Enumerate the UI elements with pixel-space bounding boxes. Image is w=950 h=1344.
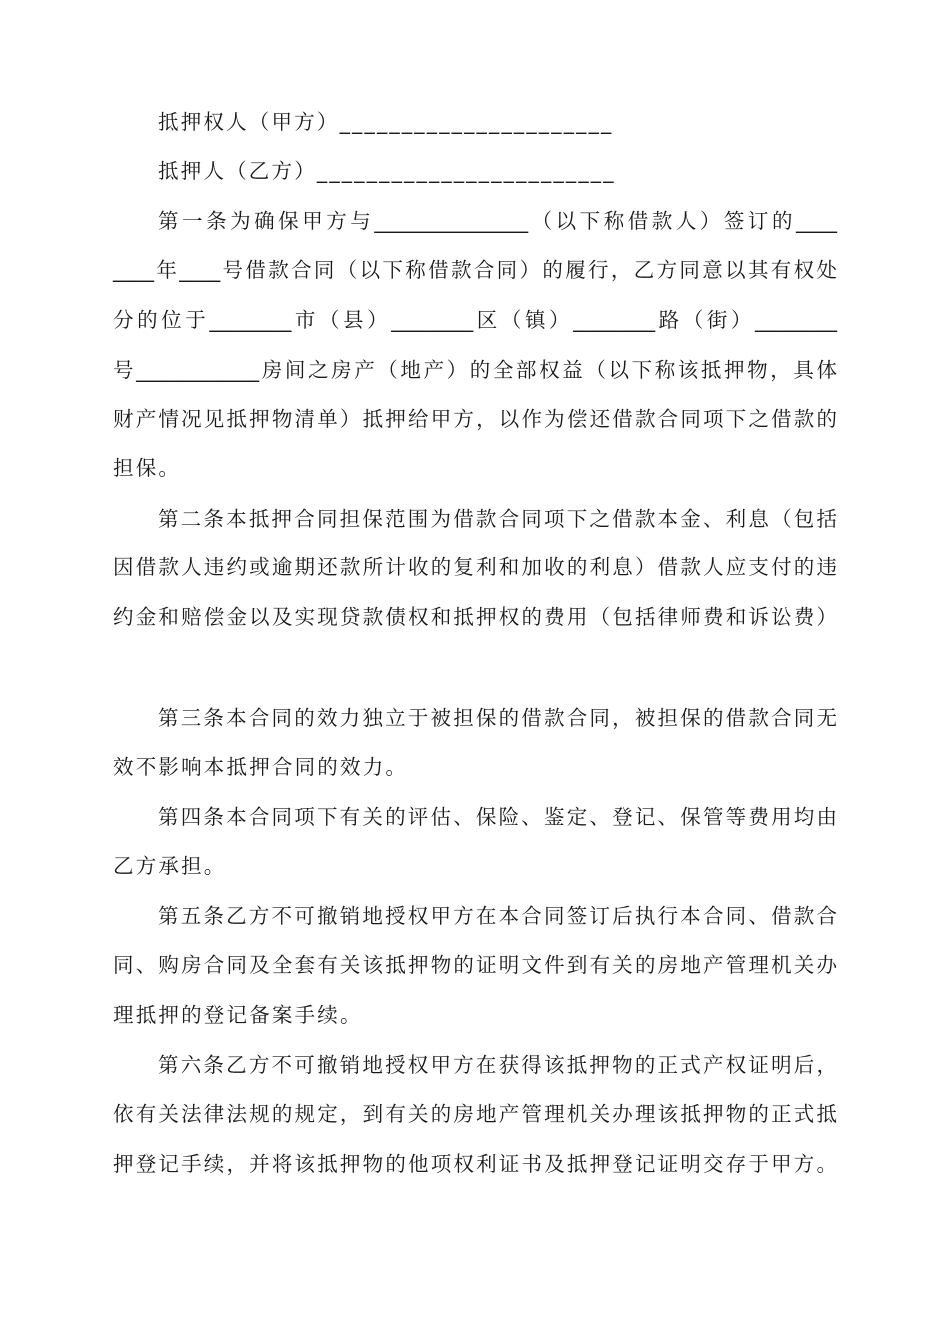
article1-line-2: ____年____号借款合同（以下称借款合同）的履行，乙方同意以其有权处: [113, 258, 837, 282]
article1-line-4: 号____________房间之房产（地产）的全部权益（以下称该抵押物，具体: [113, 358, 837, 382]
article1-line-3: 分的位于________市（县）________区（镇）________路（街）________: [113, 308, 837, 332]
article1-line-1: 第一条为确保甲方与_______________（以下称借款人）签订的____: [158, 209, 837, 233]
article4-line-2: 乙方承担。: [113, 854, 227, 878]
mortgagor-line: 抵押人（乙方）________________________: [158, 159, 616, 183]
article3-line-2: 效不影响本抵押合同的效力。: [113, 755, 409, 779]
mortgagee-line: 抵押权人（甲方）______________________: [158, 110, 614, 134]
article2-line-1: 第二条本抵押合同担保范围为借款合同项下之借款本金、利息（包括: [158, 507, 837, 531]
article1-line-5: 财产情况见抵押物清单）抵押给甲方，以作为偿还借款合同项下之借款的: [113, 407, 837, 431]
article6-line-1: 第六条乙方不可撤销地授权甲方在获得该抵押物的正式产权证明后，: [158, 1053, 837, 1077]
article6-line-3: 押登记手续，并将该抵押物的他项权利证书及抵押登记证明交存于甲方。: [113, 1152, 837, 1176]
article5-line-3: 理抵押的登记备案手续。: [113, 1003, 363, 1027]
article5-line-1: 第五条乙方不可撤销地授权甲方在本合同签订后执行本合同、借款合: [158, 904, 837, 928]
article2-line-3: 约金和赔偿金以及实现贷款债权和抵押权的费用（包括律师费和诉讼费）: [113, 605, 837, 629]
article4-line-1: 第四条本合同项下有关的评估、保险、鉴定、登记、保管等费用均由: [158, 805, 837, 829]
article5-line-2: 同、购房合同及全套有关该抵押物的证明文件到有关的房地产管理机关办: [113, 953, 837, 977]
article2-line-2: 因借款人违约或逾期还款所计收的复利和加收的利息）借款人应支付的违: [113, 555, 837, 579]
article1-line-6: 担保。: [113, 456, 182, 480]
article3-line-1: 第三条本合同的效力独立于被担保的借款合同，被担保的借款合同无: [158, 706, 837, 730]
article6-line-2: 依有关法律法规的规定，到有关的房地产管理机关办理该抵押物的正式抵: [113, 1102, 837, 1126]
